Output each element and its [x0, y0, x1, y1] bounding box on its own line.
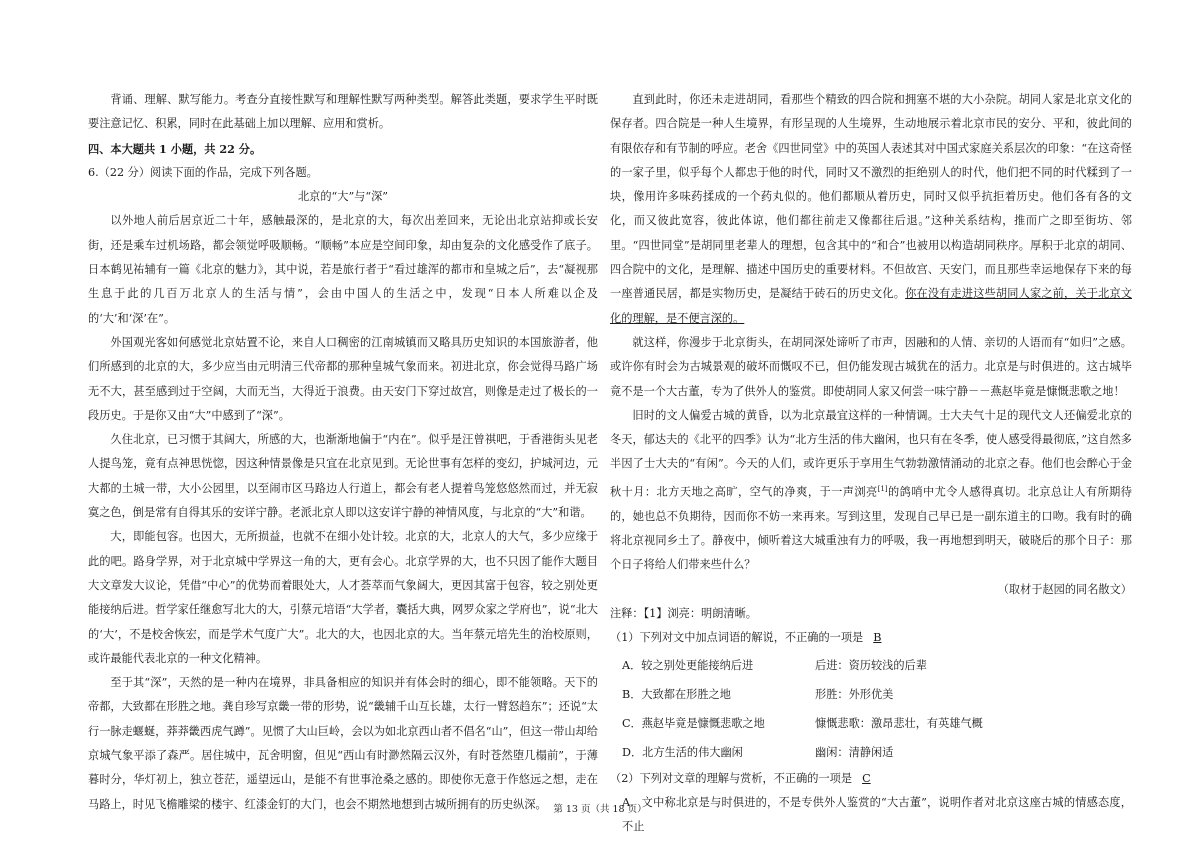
annotation: 注释：【1】浏亮：明朗清晰。	[610, 606, 757, 620]
option-text: C．燕赵毕竟是慷慨悲歌之地	[622, 716, 765, 730]
option-explanation: 后进：资历较浅的后辈	[815, 658, 927, 672]
source-note: （取材于赵园的同名散文）	[997, 582, 1132, 596]
option-text: A．较之别处更能接纳后进	[622, 658, 754, 672]
question-2-stem	[610, 767, 1132, 791]
answer-blank: B	[873, 631, 882, 645]
question-text: （1）下列对文中加点词语的解说，不正确的一项是	[610, 631, 864, 645]
option-explanation: 慷慨悲歌：激昂悲壮，有英雄气概	[815, 716, 983, 730]
question-text: （2）下列对文章的理解与赏析，不正确的一项是	[610, 771, 853, 785]
paragraph: 大，即能包容。也因大，无所损益，也就不在细小处计较。北京的大，北京人的大气，多少应缘于此的吧。路身学界，对于北京城中学界这一角的大，更有会心。北京学界的大，也不只因了能作大题目大文章发大议论，凭借“中心”的优势而着眼处大，人才荟萃而气象阔大，更因其富于包容，较之别处更能接纳后进。哲学家任继愈写北大的大，引蔡元培语“大学者，囊括大典，网罗众家之学府也”，说“北大的‘大’，不是校舍恢宏，而是学术气度广大”。北大的大，也因北京的大。当年蔡元培先生的治校原则，或许最能代表北京的一种文化精神。	[88, 530, 598, 665]
question-stem: 6.（22 分）阅读下面的作品，完成下列各题。	[88, 165, 318, 179]
section-heading: 四、本大题共 1 小题，共 22 分。	[88, 141, 262, 156]
right-column	[610, 88, 1132, 839]
paragraph: 久住北京，已习惯于其阔大，所感的大，也渐渐地偏于“内在”。似乎是汪曾祺吧，于香港街头见老人提鸟笼，竟有点神思恍惚，因这种情景像是只宜在北京见到。无论世事有怎样的变幻，护城河边，元大都的土城一带，大小公园里，以至闹市区马路边人行道上，都会有老人提着鸟笼悠悠然而过，并无寂寞之色，倒是常有自得其乐的安详宁静。老派北京人即以这安详宁静的神情风度，与北京的“大”和谐。	[88, 433, 598, 520]
footnote-mark: [1]	[877, 484, 888, 493]
option-text: B．大致都在形胜之地	[622, 687, 731, 701]
option-row	[610, 738, 1132, 767]
paragraph: 外国观光客如何感觉北京姑置不论，来自人口稠密的江南城镇而又略具历史知识的本国旅游者，他们所感到的北京的大，多少应当由元明清三代帝都的那种皇城气象而来。初进北京，你会觉得马路广场无不大，甚至感到过于空阔，大而无当，大得近于浪费。由天安门下穿过故宫，则像是走过了极长的一段历史。于是你又由“大”中感到了“深”。	[88, 335, 598, 422]
question-1-stem	[610, 626, 1132, 650]
option-explanation: 幽闲：清静闲适	[815, 745, 894, 759]
option-text: A．文中称北京是与时俱进的，不是专供外人鉴赏的“大古董”，说明作者对北京这座古城的情感态度，不止	[622, 795, 1132, 834]
article-title: 北京的“大”与“深”	[297, 190, 388, 204]
paragraph: 至于其“深”，天然的是一种内在境界，非具备相应的知识并有体会时的细心，即不能领略。天下的帝都，大致都在形胜之地。龚自珍写京畿一带的形势，说“畿辅千山互长雄，太行一臂怒趋东”；还说“太行一脉走蝘蜒，莽莽畿西虎气蹲”。见惯了大山巨岭，会以为如北京西山者不倡名“山”，但这一带山却给京城气象平添了森严。居住城中，瓦舍明窗，但见“西山有时渺然隔云汉外，有时苍然堕几榻前”，于薄暮时分，华灯初上，独立苍茫，遥望远山，是能不有世事沧桑之感的。即使你无意于作悠远之想，走在马路上，时见飞檐雕梁的楼宇、红漆金钉的大门，也会不期然地想到古城所拥有的历史纵深。	[88, 676, 598, 811]
option-explanation: 形胜：外形优美	[815, 687, 894, 701]
option-row	[610, 680, 1132, 709]
underlined-sentence: 你在没有走进这些胡同人家之前，关于北京文化的理解，是不便言深的。	[610, 287, 1132, 325]
paragraph	[610, 404, 1132, 578]
intro-text: 背诵、理解、默写能力。考查分直接性默写和理解性默写两种类型。解答此类题，要求学生平时既要注意记忆、积累，同时在此基础上加以理解、应用和赏析。	[88, 93, 598, 131]
paragraph-text: 直到此时，你还未走进胡同，看那些个精致的四合院和拥塞不堪的大小杂院。胡同人家是北京文化的保存者。四合院是一种人生境界，有形呈现的人生境界，生动地展示着北京市民的安分、平和，彼此间的有限依存和有节制的呼应。老舍《四世同堂》中的英国人表述其对中国式家庭关系层次的印象：“在这奇怪的一家子里，似乎每个人都忠于他的时代，同时又不激烈的拒绝别人的时代，他们把不同的时代糅到了一块，像用许多味药揉成的一个药丸似的。他们都顺从着历史，同时又似乎抗拒着历史。他们各有各的文化，而又彼此宽容，彼此体谅，他们都往前走又像都往后退。”这种关系结构，推而广之即至街坊、邻里。“四世同堂”是胡同里老辈人的理想，包含其中的“和合”也被用以构造胡同秩序。厚积于北京的胡同、四合院中的文化，是理解、描述中国历史的重要材料。不但故宫、天安门，而且那些幸运地保存下来的每一座普通民居，都是实物历史，是凝结于砖石的历史文化。	[610, 93, 1132, 301]
page-footer: 第 13 页（共 18 页）	[553, 804, 647, 815]
paragraph-text: 旧时的文人偏爱古城的黄昏，以为北京最宜这样的一种情调。士大夫气十足的现代文人还偏爱北京的冬天，郁达夫的《北平的四季》认为“北方生活的伟大幽闲，也只有在冬季，使人感受得最彻底，”这自然多半因了士大夫的“有闲”。今天的人们，或许更乐于享用生气勃勃激情涌动的北京之春。他们也会醉心于金秋十月：北方天地之高旷，空气的净爽，于一声浏亮	[610, 408, 1132, 499]
option-row	[610, 651, 1132, 680]
answer-blank: C	[862, 771, 871, 785]
left-column	[88, 88, 598, 817]
option-text: D．北方生活的伟大幽闲	[622, 745, 743, 759]
paragraph	[610, 88, 1132, 331]
paragraph-text: 的鸽哨中尤令人感得真切。北京总让人有所期待的，她也总不负期待，因而你不妨一来再来。写到这里，发现自己早已是一副东道主的口吻。我有时的确将北京视同乡土了。静夜中，倾听着这大城重浊有力的呼吸，我一再地想到明天，破晓后的那个日子：那个日子将给人们带来些什么？	[610, 485, 1132, 572]
paragraph: 以外地人前后居京近二十年，感触最深的，是北京的大，每次出差回来，无论出北京站抑或长安街，还是乘车过机场路，都会领觉呼吸顺畅。“顺畅”本应是空间印象，却由复杂的文化感受作了底子。日本鹤见祐辅有一篇《北京的魅力》，其中说，若是旅行者于“看过雄浑的都市和皇城之后”，去“凝视那生息于此的几百万北京人的生活与情”，会由中国人的生活之中，发现“日本人所难以企及的‘大’和‘深’在”。	[88, 214, 598, 325]
paragraph: 就这样，你漫步于北京街头，在胡同深处谛听了市声，因融和的人情、亲切的人语而有“如归”之感。或许你有时会为古城景观的破坏而慨叹不已，但仍能发现古城犹在的活力。北京是与时俱进的。这古城毕竟不是一个大古董，专为了供外人的鉴赏。即使胡同人家又何尝一味宁静－－燕赵毕竟是慷慨悲歌之地！	[610, 335, 1132, 398]
option-row	[610, 709, 1132, 738]
